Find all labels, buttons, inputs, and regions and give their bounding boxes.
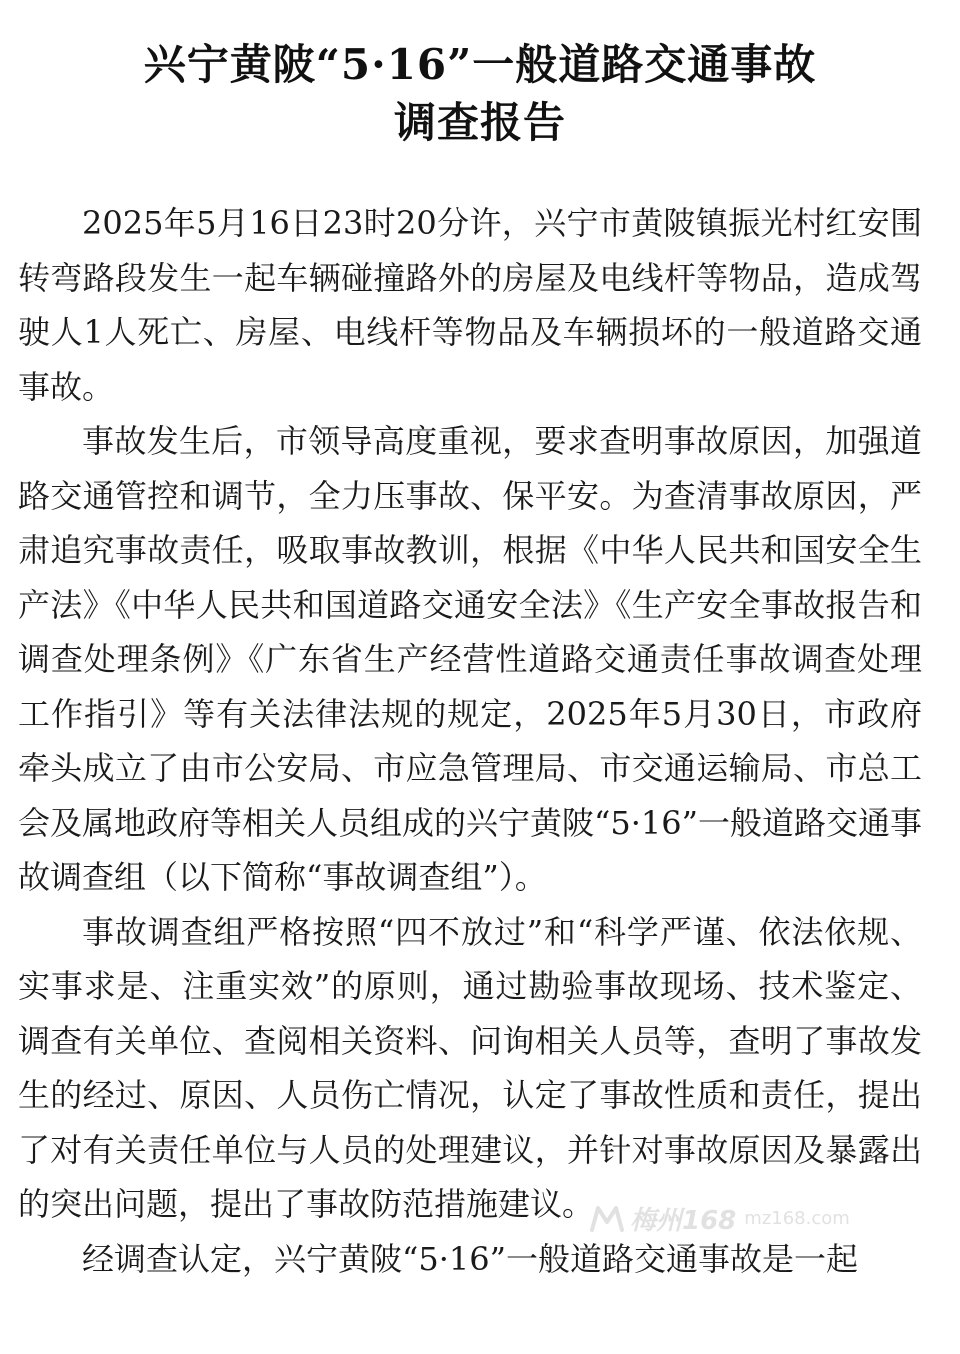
document-title-line-2: 调查报告 [393, 98, 566, 147]
paragraph-1: 2025年5月16日23时20分许，兴宁市黄陂镇振光村红安围转弯路段发生一起车辆碰撞路外的房屋及电线杆等物品，造成驾驶人1人死亡、房屋、电线杆等物品及车辆损坏的一般道路交通事故。 [18, 204, 922, 406]
paragraph-2: 事故发生后，市领导高度重视，要求查明事故原因，加强道路交通管控和调节，全力压事故、保平安。为查清事故原因，严肃追究事故责任，吸取事故教训，根据《中华人民共和国安全生产法》《中华人民共和国道路交通安全法》《生产安全事故报告和调查处理条例》《广东省生产经营性道路交通责任事故调查处理工作指引》等有关法律法规的规定，2025年5月30日，市政府牵头成立了由市公安局、市应急管理局、市交通运输局、市总工会及属地政府等相关人员组成的兴宁黄陂“5·16”一般道路交通事故调查组（以下简称“事故调查组”）。 [18, 422, 922, 896]
document-body [18, 196, 922, 1286]
document-title-line-1: 兴宁黄陂“5·16”一般道路交通事故 [143, 40, 817, 89]
paragraph-3: 事故调查组严格按照“四不放过”和“科学严谨、依法依规、实事求是、注重实效”的原则，通过勘验事故现场、技术鉴定、调查有关单位、查阅相关资料、问询相关人员等，查明了事故发生的经过、原因、人员伤亡情况，认定了事故性质和责任，提出了对有关责任单位与人员的处理建议，并针对事故原因及暴露出的突出问题，提出了事故防范措施建议。 [18, 912, 922, 1223]
paragraph-4: 经调查认定，兴宁黄陂“5·16”一般道路交通事故是一起 [82, 1239, 858, 1278]
watermark-brand: 梅州168 [630, 1205, 737, 1236]
watermark-domain: mz168.com [744, 1207, 850, 1229]
